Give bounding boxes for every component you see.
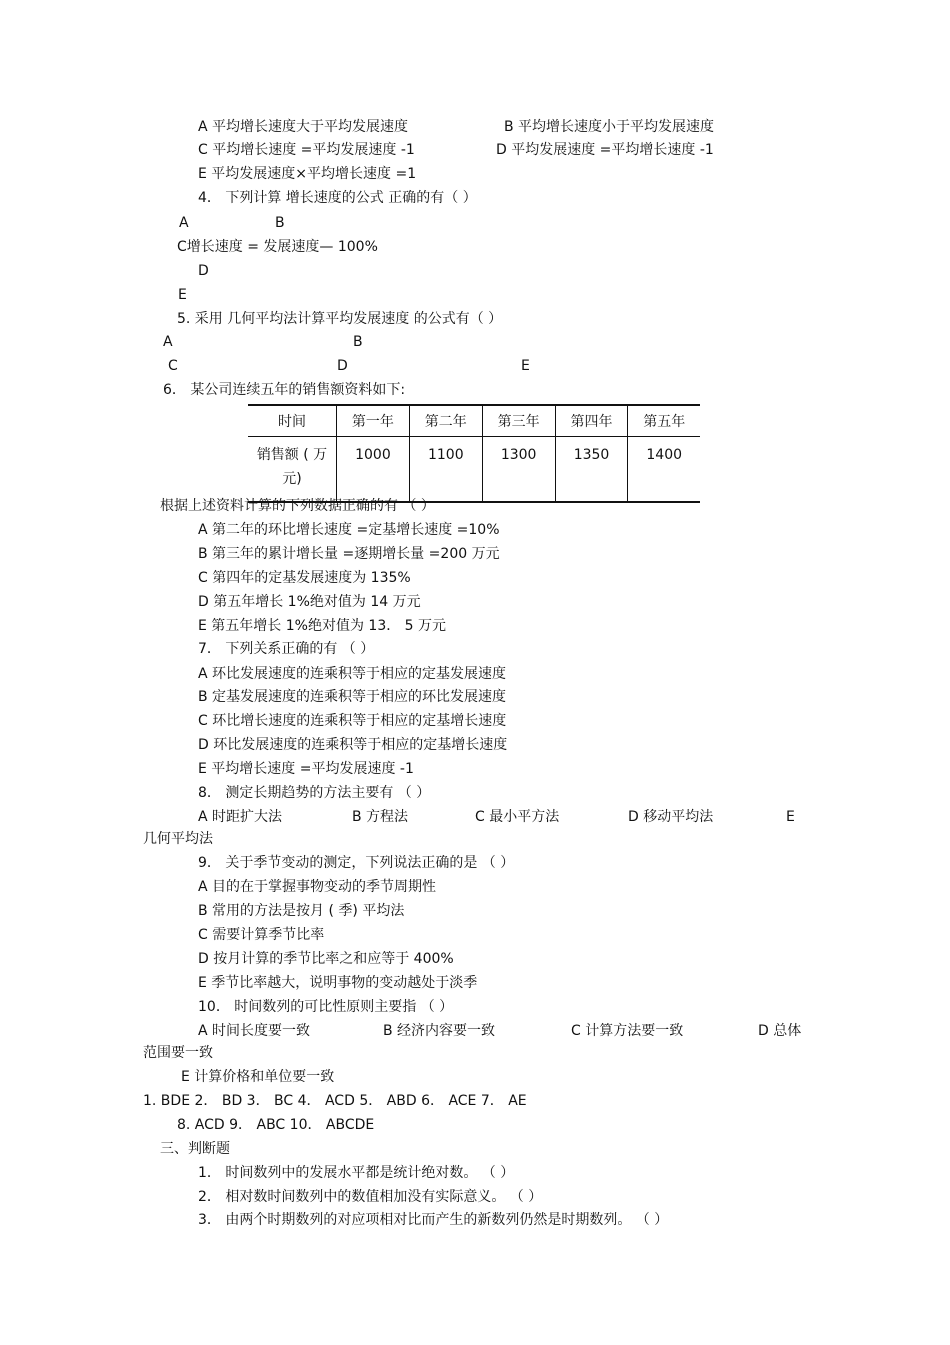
q4-stem: 4． 下列计算 增长速度的公式 正确的有（ ） [198,190,477,206]
q3-option-d: D 平均发展速度 =平均增长速度 -1 [496,142,714,158]
answer-key-line-1: 1. BDE 2． BD 3． BC 4． ACD 5． ABD 6． ACE 7． AE [143,1093,527,1109]
q7-option-d: D 环比发展速度的连乘积等于相应的定基增长速度 [198,737,508,753]
answer-key-line-2: 8. ACD 9． ABC 10． ABCDE [177,1117,375,1133]
row-label-line-1: 销售额 ( 万 [256,447,328,463]
q3-option-b: B 平均增长速度小于平均发展速度 [504,119,715,135]
q6-prompt: 根据上述资料计算的下列数据正确的有 （ ） [160,498,435,514]
sales-value-year-1: 1000 [337,437,410,503]
q5-option-e: E [521,358,530,374]
sales-value-year-4: 1350 [555,437,628,503]
q6-stem: 6． 某公司连续五年的销售额资料如下: [163,382,406,398]
q10-stem: 10． 时间数列的可比性原则主要指 （ ） [198,999,454,1015]
q7-option-e: E 平均增长速度 =平均发展速度 -1 [198,761,414,777]
q5-stem: 5. 采用 几何平均法计算平均发展速度 的公式有（ ） [177,311,503,327]
q10-option-a: A 时间长度要一致 [198,1023,311,1039]
q9-option-b: B 常用的方法是按月 ( 季) 平均法 [198,903,405,919]
q6-option-d: D 第五年增长 1%绝对值为 14 万元 [198,594,421,610]
q9-option-a: A 目的在于掌握事物变动的季节周期性 [198,879,437,895]
q8-option-d: D 移动平均法 [628,809,714,825]
judgment-item-3: 3． 由两个时期数列的对应项相对比而产生的新数列仍然是时期数列。 （ ） [198,1212,669,1228]
q7-option-a: A 环比发展速度的连乘积等于相应的定基发展速度 [198,666,507,682]
q9-stem: 9． 关于季节变动的测定，下列说法正确的是 （ ） [198,855,515,871]
table-row [248,437,700,503]
q9-option-e: E 季节比率越大，说明事物的变动越处于淡季 [198,975,478,991]
q5-option-a: A [163,334,173,350]
q10-option-e: E 计算价格和单位要一致 [181,1069,335,1085]
judgment-item-2: 2． 相对数时间数列中的数值相加没有实际意义。 （ ） [198,1189,543,1205]
q4-option-b: B [275,215,285,231]
q10-option-d-continued: 范围要一致 [143,1045,213,1061]
header-cell-time: 时间 [248,405,337,437]
q10-option-d: D 总体 [758,1023,802,1039]
q8-option-a: A 时距扩大法 [198,809,283,825]
q5-option-c: C [168,358,178,374]
q7-option-b: B 定基发展速度的连乘积等于相应的环比发展速度 [198,689,507,705]
q7-stem: 7． 下列关系正确的有 （ ） [198,641,375,657]
header-cell-year-4: 第四年 [555,405,628,437]
q6-option-c: C 第四年的定基发展速度为 135% [198,570,411,586]
q3-option-a: A 平均增长速度大于平均发展速度 [198,119,409,135]
q6-option-b: B 第三年的累计增长量 =逐期增长量 =200 万元 [198,546,500,562]
q4-option-d: D [198,263,209,279]
section-3-title: 三、判断题 [160,1141,230,1157]
header-cell-year-2: 第二年 [409,405,482,437]
sales-value-year-2: 1100 [409,437,482,503]
sales-table [248,404,700,503]
sales-value-year-5: 1400 [628,437,700,503]
q4-option-c: C增长速度 = 发展速度— 100% [177,239,378,255]
q7-option-c: C 环比增长速度的连乘积等于相应的定基增长速度 [198,713,507,729]
q8-stem: 8． 测定长期趋势的方法主要有 （ ） [198,785,431,801]
q3-option-e: E 平均发展速度×平均增长速度 =1 [198,166,417,182]
q8-option-e-continued: 几何平均法 [143,831,213,847]
judgment-item-1: 1． 时间数列中的发展水平都是统计绝对数。 （ ） [198,1165,515,1181]
q9-option-d: D 按月计算的季节比率之和应等于 400% [198,951,454,967]
q5-option-b: B [353,334,363,350]
q6-option-a: A 第二年的环比增长速度 =定基增长速度 =10% [198,522,500,538]
q8-option-c: C 最小平方法 [475,809,560,825]
sales-value-year-3: 1300 [482,437,555,503]
q3-option-c: C 平均增长速度 =平均发展速度 -1 [198,142,415,158]
q8-option-e: E [786,809,795,825]
header-cell-year-1: 第一年 [337,405,410,437]
q8-option-b: B 方程法 [352,809,409,825]
q9-option-c: C 需要计算季节比率 [198,927,325,943]
q5-option-d: D [337,358,348,374]
q4-option-a: A [179,215,189,231]
q10-option-b: B 经济内容要一致 [383,1023,496,1039]
q4-option-e: E [178,287,187,303]
header-cell-year-5: 第五年 [628,405,700,437]
q10-option-c: C 计算方法要一致 [571,1023,684,1039]
header-cell-year-3: 第三年 [482,405,555,437]
row-label-line-2: 元) [282,471,302,487]
q6-option-e: E 第五年增长 1%绝对值为 13． 5 万元 [198,618,447,634]
row-label-sales [248,437,337,503]
sales-table-header [248,405,700,437]
